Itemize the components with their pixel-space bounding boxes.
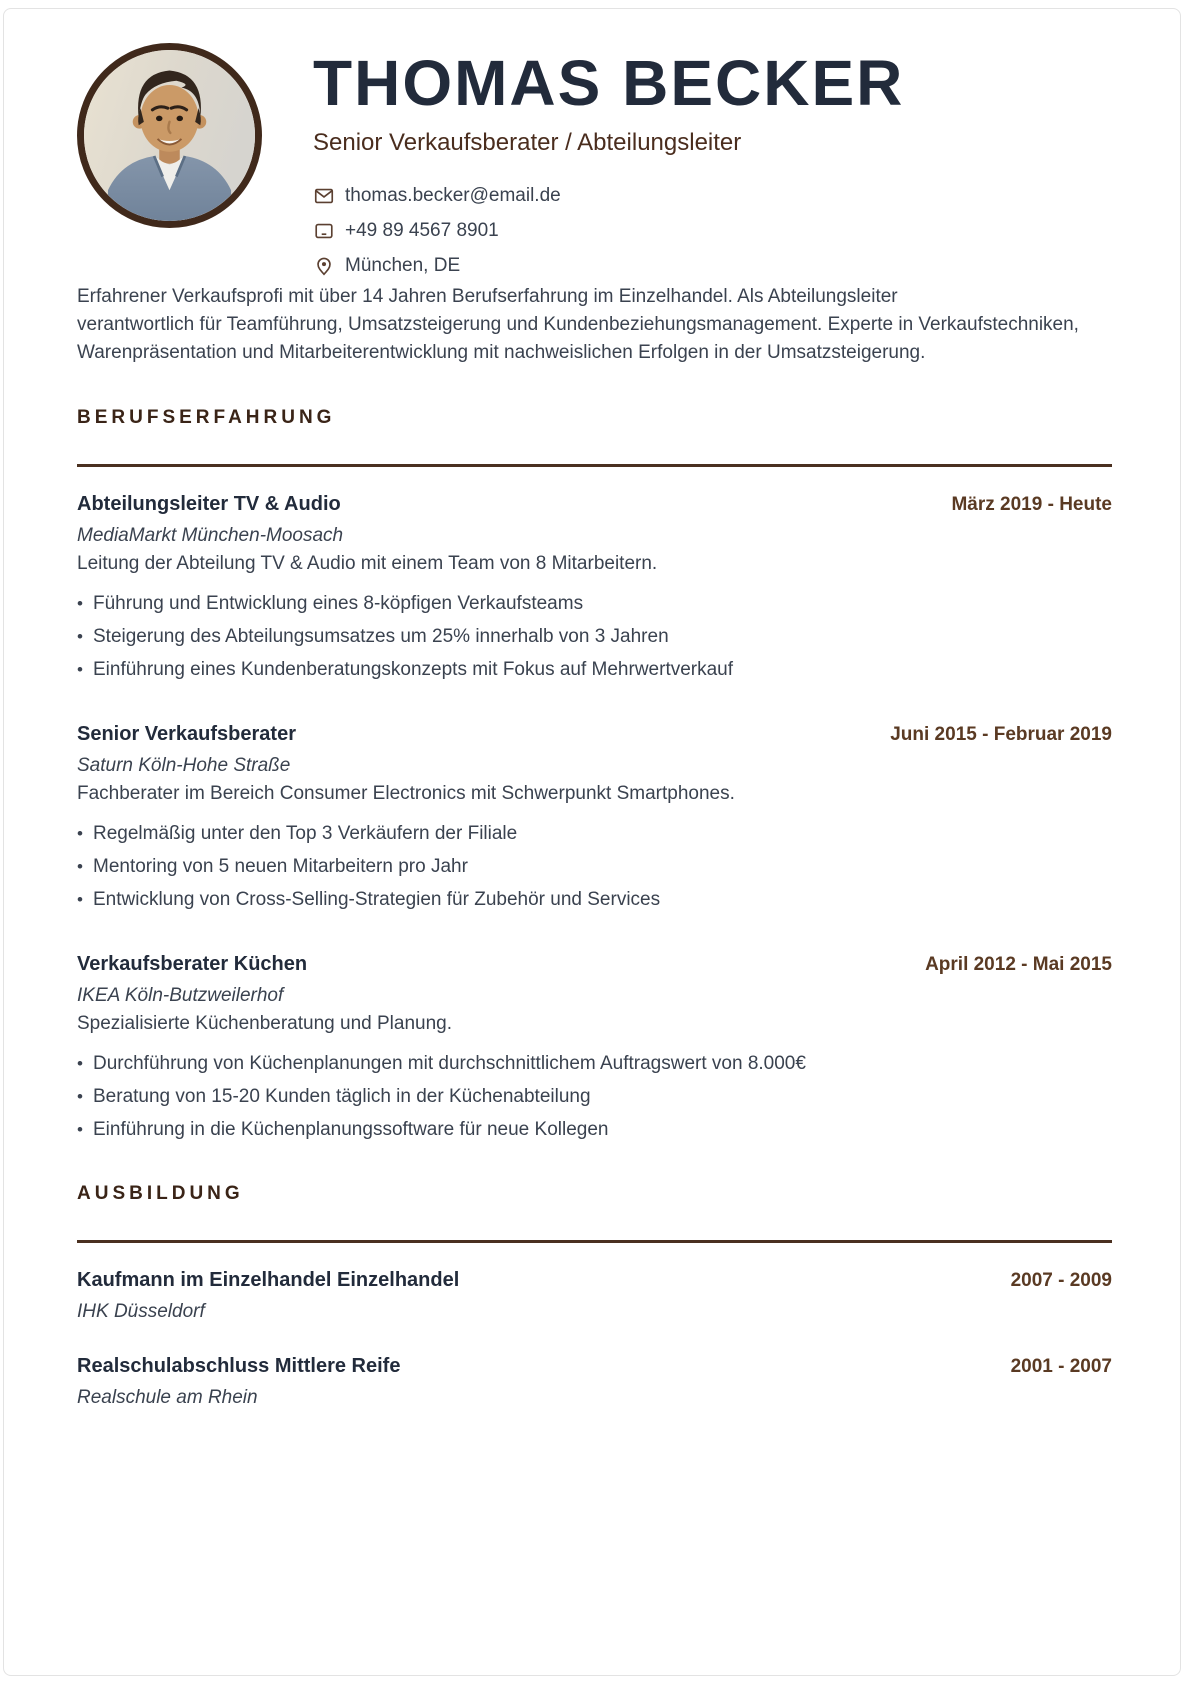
contact-location (313, 255, 904, 277)
job-entry-header (77, 493, 1112, 516)
location-pin-icon (313, 255, 335, 277)
job-bullet (77, 854, 1112, 880)
contact-email (313, 185, 904, 207)
job-date: März 2019 - Heute (951, 494, 1112, 515)
job-bullet-text: Beratung von 15-20 Kunden täglich in der Küchenabteilung (93, 1086, 591, 1107)
resume-header (77, 41, 1112, 277)
phone-icon (313, 220, 335, 242)
job-subtitle: Senior Verkaufsberater / Abteilungsleiter (313, 129, 742, 156)
bullet-dot-icon: • (77, 627, 83, 646)
job-title: Verkaufsberater Küchen (77, 953, 308, 975)
job-bullet (77, 1084, 1112, 1110)
job-bullet-list (77, 821, 1112, 913)
bullet-dot-icon: • (77, 660, 83, 679)
job-entry (77, 493, 1112, 683)
job-bullet (77, 624, 1112, 650)
job-bullet-list (77, 591, 1112, 683)
job-bullet-text: Einführung in die Küchenplanungssoftware für neue Kollegen (93, 1119, 609, 1140)
education-entry (77, 1355, 1112, 1409)
job-bullet (77, 1051, 1112, 1077)
job-date: Juni 2015 - Februar 2019 (890, 724, 1112, 745)
summary-line: verantwortlich für Teamführung, Umsatzsteigerung und Kundenbeziehungsmanagement. Experte in Verkaufstechniken, (77, 314, 1079, 335)
profile-summary (77, 283, 1112, 367)
education-institution: IHK Düsseldorf (77, 1301, 205, 1322)
mail-icon (313, 185, 335, 207)
job-bullet (77, 1117, 1112, 1143)
job-date: April 2012 - Mai 2015 (925, 954, 1112, 975)
job-description: Spezialisierte Küchenberatung und Planung. (77, 1013, 452, 1034)
job-bullet-text: Entwicklung von Cross-Selling-Strategien für Zubehör und Services (93, 889, 661, 910)
job-bullet-text: Führung und Entwicklung eines 8-köpfigen Verkaufsteams (93, 593, 584, 614)
job-description: Fachberater im Bereich Consumer Electronics mit Schwerpunkt Smartphones. (77, 783, 735, 804)
job-bullet (77, 887, 1112, 913)
bullet-dot-icon: • (77, 1120, 83, 1139)
job-company: MediaMarkt München-Moosach (77, 525, 344, 546)
bullet-dot-icon: • (77, 1054, 83, 1073)
bullet-dot-icon: • (77, 1087, 83, 1106)
profile-photo-illustration (84, 50, 255, 221)
header-text-block (313, 41, 904, 277)
education-institution: Realschule am Rhein (77, 1387, 258, 1408)
contact-email-text: thomas.becker@email.de (345, 185, 561, 206)
education-entry-header (77, 1269, 1112, 1292)
contact-phone (313, 220, 904, 242)
job-bullet (77, 657, 1112, 683)
contact-block (313, 185, 904, 277)
bullet-dot-icon: • (77, 824, 83, 843)
education-date: 2007 - 2009 (1010, 1270, 1112, 1291)
job-bullet-text: Durchführung von Küchenplanungen mit durchschnittlichem Auftragswert von 8.000€ (93, 1053, 806, 1074)
job-title: Senior Verkaufsberater (77, 723, 296, 745)
education-entry-header (77, 1355, 1112, 1378)
education-title: Kaufmann im Einzelhandel Einzelhandel (77, 1269, 460, 1291)
job-bullet-text: Steigerung des Abteilungsumsatzes um 25% innerhalb von 3 Jahren (93, 626, 669, 647)
job-description: Leitung der Abteilung TV & Audio mit einem Team von 8 Mitarbeitern. (77, 553, 658, 574)
contact-phone-text: +49 89 4567 8901 (345, 220, 499, 241)
job-entry-header (77, 953, 1112, 976)
bullet-dot-icon: • (77, 890, 83, 909)
section-divider (77, 1240, 1112, 1243)
job-bullet-list (77, 1051, 1112, 1143)
job-company: Saturn Köln-Hohe Straße (77, 755, 291, 776)
profile-photo (77, 43, 262, 228)
resume-page (3, 8, 1181, 1676)
job-entry (77, 953, 1112, 1143)
job-company: IKEA Köln-Butzweilerhof (77, 985, 284, 1006)
job-title: Abteilungsleiter TV & Audio (77, 493, 341, 515)
job-bullet-text: Einführung eines Kundenberatungskonzepts mit Fokus auf Mehrwertverkauf (93, 659, 734, 680)
job-bullet-text: Regelmäßig unter den Top 3 Verkäufern der Filiale (93, 823, 518, 844)
bullet-dot-icon: • (77, 594, 83, 613)
education-entry (77, 1269, 1112, 1323)
summary-line: Warenpräsentation und Mitarbeiterentwicklung mit nachweislichen Erfolgen in der Umsatzsteigerung. (77, 342, 926, 363)
education-date: 2001 - 2007 (1010, 1356, 1112, 1377)
summary-line: Erfahrener Verkaufsprofi mit über 14 Jahren Berufserfahrung im Einzelhandel. Als Abteilungsleiter (77, 286, 898, 307)
section-heading-education: AUSBILDUNG (77, 1183, 244, 1204)
job-bullet (77, 821, 1112, 847)
page-title: THOMAS BECKER (313, 47, 905, 119)
contact-location-text: München, DE (345, 255, 461, 276)
section-heading-experience: BERUFSERFAHRUNG (77, 407, 336, 428)
job-bullet-text: Mentoring von 5 neuen Mitarbeitern pro Jahr (93, 856, 468, 877)
job-bullet (77, 591, 1112, 617)
job-entry (77, 723, 1112, 913)
section-divider (77, 464, 1112, 467)
job-entry-header (77, 723, 1112, 746)
education-title: Realschulabschluss Mittlere Reife (77, 1355, 401, 1377)
bullet-dot-icon: • (77, 857, 83, 876)
